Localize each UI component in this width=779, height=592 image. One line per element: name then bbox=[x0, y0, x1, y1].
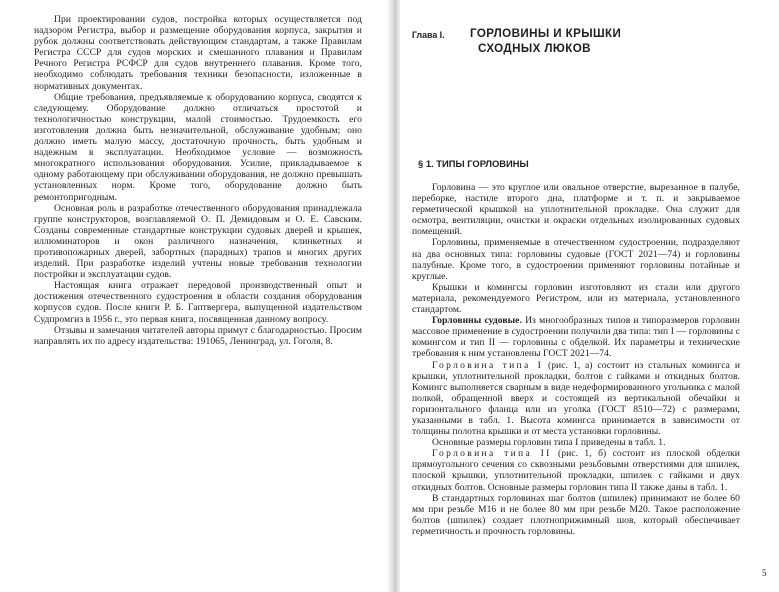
paragraph-text: (рис. 1, а) состоит из стальных комингса и крышки, уплотнительной прокладки, болтов с гайками и откидных болтов. Комингс выполняется сварным в виде недеформированного угольника с малой полкой, обращенной вверх и состоящей из вертикальной обечайки и горизонтального фланца или из уголка (ГОСТ 8510—72) с размерами, указанными в табл. 1. Высота комингса принимается в зависимости от толщины полотна крышки и от места установки горловины. bbox=[412, 359, 741, 438]
chapter-label: Глава I. bbox=[412, 30, 445, 40]
right-page-text bbox=[412, 182, 740, 537]
term-heading: Горловина типа I bbox=[432, 359, 544, 371]
paragraph: Основная роль в разработке отечественного оборудования принадлежала группе конструкторов, возглавляемой О. П. Демидовым и О. Е. Савским. Созданы современные стандартные конструкции судовых дверей и крышек, иллюминаторов и окон различного назначения, клинкетных и противопожарных дверей, забортных (парадных) трапов и многих других изделий. При разработке изделий учтены новые требования технологии постройки и эксплуатации судов. bbox=[34, 202, 362, 281]
book-gutter bbox=[388, 0, 400, 592]
paragraph: Общие требования, предъявляемые к оборудованию корпуса, сводятся к следующему. Оборудование должно отличаться простотой и технологичностью конструкции, малой стоимостью. Трудоемкость его изготовления должна быть незначительной, обслуживание удобным; оно должно иметь малую массу, достаточную прочность, быть удобным и надежным в эксплуатации. Необходимое условие — возможность многократного использования оборудования. Усилие, прикладываемое к одному работающему при обслуживании оборудования, не должно превышать установленных норм. Кроме того, оборудование должно быть ремонтопригодным. bbox=[34, 91, 362, 203]
page-number: 5 bbox=[762, 568, 767, 578]
paragraph bbox=[412, 448, 740, 492]
paragraph: Горловина — это круглое или овальное отверстие, вырезанное в палубе, переборке, настиле второго дна, платформе и т. п. и закрываемое герметической крышкой на уплотнительной прокладке. Она служит для осмотра, вентиляции, очистки и окраски отдельных изолированных судовых помещений. bbox=[412, 182, 740, 238]
paragraph bbox=[412, 360, 740, 438]
paragraph-text: Из многообразных типов и типоразмеров горловин массовое применение в судостроении получили два типа: тип I — горловины с комингсом и тип II — горловины с обделкой. Их параметры и технические требования к ним установлены ГОСТ 2021—74. bbox=[412, 315, 740, 360]
paragraph: В стандартных горловинах шаг болтов (шпилек) принимают не более 60 мм при резьбе М16 и не более 80 мм при резьбе М20. Такое расположение болтов (шпилек) создает плотноприжимный шов, который обеспечивает герметичность и прочность горловины. bbox=[412, 492, 740, 537]
term-heading: Горловина типа II bbox=[432, 448, 552, 460]
chapter-title-line: ГОРЛОВИНЫ И КРЫШКИ bbox=[470, 27, 622, 40]
paragraph: Настоящая книга отражает передовой производственный опыт и достижения отечественного судостроения в области создания оборудования корпусов судов. После книги Р. Б. Гаптвергера, выпущенной издательством Судпромгиз в 1956 г., это первая книга, посвященная данному вопросу. bbox=[34, 280, 362, 325]
paragraph: Основные размеры горловин типа I приведены в табл. 1. bbox=[432, 437, 666, 449]
paragraph: Крышки и комингсы горловин изготовляют из стали или другого материала, рекомендуемого Регистром, или из материала, установленного стандартом. bbox=[412, 281, 740, 316]
paragraph: При проектировании судов, постройка которых осуществляется под надзором Регистра, выбор и размещение оборудования корпуса, закрытия и рубок должны соответствовать действующим стандартам, а также Правилам Регистра СССР для судов морских и смешанного плавания и Правилам Речного Регистра РСФСР для судов внутреннего плавания. Кроме того, необходимо соблюдать требования техники безопасности, изложенные в нормативных документах. bbox=[34, 14, 362, 92]
left-page-text bbox=[34, 14, 362, 347]
section-title: § 1. ТИПЫ ГОРЛОВИНЫ bbox=[418, 158, 529, 169]
paragraph: Отзывы и замечания читателей авторы примут с благодарностью. Просим направлять их по адресу издательства: 191065, Ленинград, ул. Гоголя, 8. bbox=[34, 324, 362, 347]
paragraph-text: (рис. 1, б) состоит из плоской обделки прямоугольного сечения со сквозными резьбовыми отверстиями для шпилек, плоской крышки, уплотнительной прокладки, шпилек с гайками и двух откидных болтов. Основные размеры горловин типа II также даны в табл. 1. bbox=[412, 448, 740, 493]
term-heading: Горловины судовые. bbox=[432, 315, 522, 327]
paragraph bbox=[412, 315, 740, 359]
chapter-title bbox=[470, 26, 621, 56]
chapter-title-line: СХОДНЫХ ЛЮКОВ bbox=[478, 42, 591, 55]
paragraph: Горловины, применяемые в отечественном судостроении, подразделяют на два основных типа: горловины судовые (ГОСТ 2021—74) и горловины палубные. Кроме того, в судостроении применяют горловины потайные и круглые. bbox=[412, 237, 740, 282]
